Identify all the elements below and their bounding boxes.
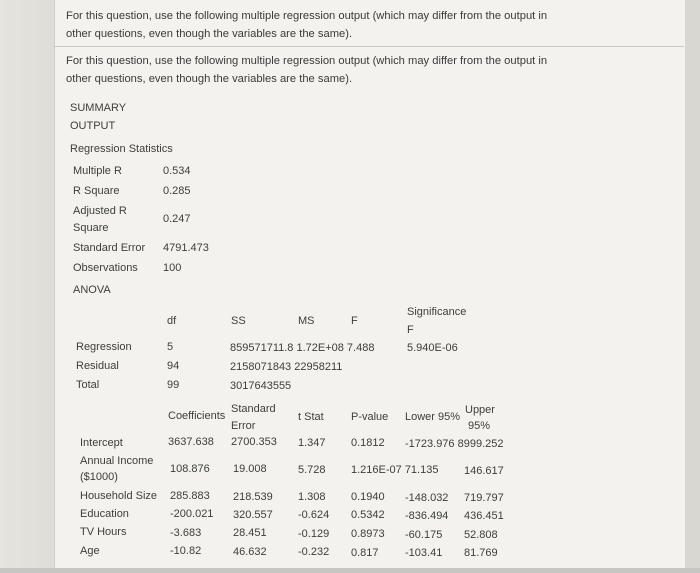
coef-header-coefficients: Coefficients xyxy=(168,410,226,422)
coef-tv-hours-se: 28.451 xyxy=(233,527,267,539)
coef-intercept-label: Intercept xyxy=(80,437,123,449)
coef-annual-income-label: Annual Income xyxy=(80,455,154,467)
r-square-value: 0.285 xyxy=(163,185,191,197)
coef-age-t: -0.232 xyxy=(298,546,330,558)
coef-header-pvalue: P-value xyxy=(351,411,389,423)
anova-residual-label: Residual xyxy=(76,360,119,372)
coef-education-t: -0.624 xyxy=(298,509,330,521)
coef-age-label: Age xyxy=(80,545,100,557)
coef-household-size-lower: -148.032 xyxy=(405,492,449,504)
page-left-margin xyxy=(0,0,54,573)
adjusted-r-label: Adjusted R xyxy=(73,205,127,217)
coef-age-value: -10.82 xyxy=(170,545,202,557)
coef-household-size-t: 1.308 xyxy=(298,491,326,503)
coef-intercept-p: 0.1812 xyxy=(351,437,385,449)
standard-error-value: 4791.473 xyxy=(163,242,209,254)
coef-household-size-se: 218.539 xyxy=(233,491,273,503)
anova-regression-label: Regression xyxy=(76,341,132,353)
coef-tv-hours-t: -0.129 xyxy=(298,528,330,540)
coef-education-value: -200.021 xyxy=(170,508,214,520)
coef-education-label: Education xyxy=(80,508,129,520)
anova-header-ms: MS xyxy=(298,315,315,327)
observations-label: Observations xyxy=(73,262,138,274)
coef-header-tstat: t Stat xyxy=(298,411,324,423)
anova-regression-df: 5 xyxy=(167,341,174,353)
coef-annual-income-value: 108.876 xyxy=(170,463,210,475)
coef-household-size-label: Household Size xyxy=(80,490,158,502)
coef-header-standard-error: Error xyxy=(231,420,256,432)
coef-tv-hours-p: 0.8973 xyxy=(351,528,385,540)
question-text-line: For this question, use the following multiple regression output (which may differ from the output in xyxy=(66,55,548,67)
anova-residual-df: 94 xyxy=(167,360,180,372)
summary-title: OUTPUT xyxy=(70,120,116,132)
summary-title: SUMMARY xyxy=(70,102,127,114)
coef-tv-hours-lower: -60.175 xyxy=(405,529,443,541)
adjusted-r-value: 0.247 xyxy=(163,213,191,225)
coef-header-upper95: 95% xyxy=(468,420,491,432)
coef-intercept-se: 2700.353 xyxy=(231,436,277,448)
coef-header-upper95: Upper xyxy=(465,404,495,416)
coef-annual-income-label: ($1000) xyxy=(80,471,118,483)
multiple-r-value: 0.534 xyxy=(163,165,191,177)
anova-header-f: F xyxy=(351,315,358,327)
coef-education-se: 320.557 xyxy=(233,509,273,521)
coef-education-p: 0.5342 xyxy=(351,509,385,521)
multiple-r-label: Multiple R xyxy=(73,165,122,177)
bottom-edge xyxy=(0,568,700,573)
coef-education-upper: 436.451 xyxy=(464,510,504,522)
question-text-line: other questions, even though the variables are the same). xyxy=(66,28,353,40)
anova-residual-values: 2158071843 22958211 xyxy=(230,361,343,373)
coef-age-p: 0.817 xyxy=(351,547,379,559)
coef-tv-hours-label: TV Hours xyxy=(80,526,127,538)
coef-education-lower: -836.494 xyxy=(405,510,449,522)
adjusted-r-label: Square xyxy=(73,222,109,234)
question-text-line: For this question, use the following multiple regression output (which may differ from the output in xyxy=(66,10,548,22)
coef-tv-hours-upper: 52.808 xyxy=(464,529,498,541)
anova-title: ANOVA xyxy=(73,284,111,296)
anova-regression-significance: 5.940E-06 xyxy=(407,342,458,354)
coef-age-lower: -103.41 xyxy=(405,547,443,559)
coef-age-upper: 81.769 xyxy=(464,547,498,559)
coef-annual-income-t: 5.728 xyxy=(298,464,326,476)
coef-intercept-t: 1.347 xyxy=(298,437,326,449)
observations-value: 100 xyxy=(163,262,182,274)
coef-age-se: 46.632 xyxy=(233,546,267,558)
coef-intercept-bounds: -1723.976 8999.252 xyxy=(405,438,504,450)
coef-tv-hours-value: -3.683 xyxy=(170,527,202,539)
r-square-label: R Square xyxy=(73,185,120,197)
coef-header-standard-error: Standard xyxy=(231,403,276,415)
coef-annual-income-p-lower: 1.216E-07 71.135 xyxy=(351,464,439,476)
anova-total-ss: 3017643555 xyxy=(230,380,292,392)
coef-annual-income-se: 19.008 xyxy=(233,463,267,475)
standard-error-label: Standard Error xyxy=(73,242,146,254)
divider xyxy=(54,46,684,47)
regression-statistics-title: Regression Statistics xyxy=(70,143,173,155)
coef-household-size-value: 285.883 xyxy=(170,490,210,502)
coef-annual-income-upper: 146.617 xyxy=(464,465,504,477)
anova-header-significance: F xyxy=(407,324,414,336)
coef-header-lower95: Lower 95% xyxy=(405,411,461,423)
anova-header-ss: SS xyxy=(231,315,246,327)
coef-household-size-upper: 719.797 xyxy=(464,492,504,504)
anova-regression-values: 859571711.8 1.72E+08 7.488 xyxy=(230,342,375,354)
coef-household-size-p: 0.1940 xyxy=(351,491,385,503)
question-text-line: other questions, even though the variables are the same). xyxy=(66,73,353,85)
anova-header-significance: Significance xyxy=(407,306,467,318)
coef-intercept-value: 3637.638 xyxy=(168,436,214,448)
anova-total-df: 99 xyxy=(167,379,180,391)
anova-total-label: Total xyxy=(76,379,100,391)
anova-header-df: df xyxy=(167,315,177,327)
